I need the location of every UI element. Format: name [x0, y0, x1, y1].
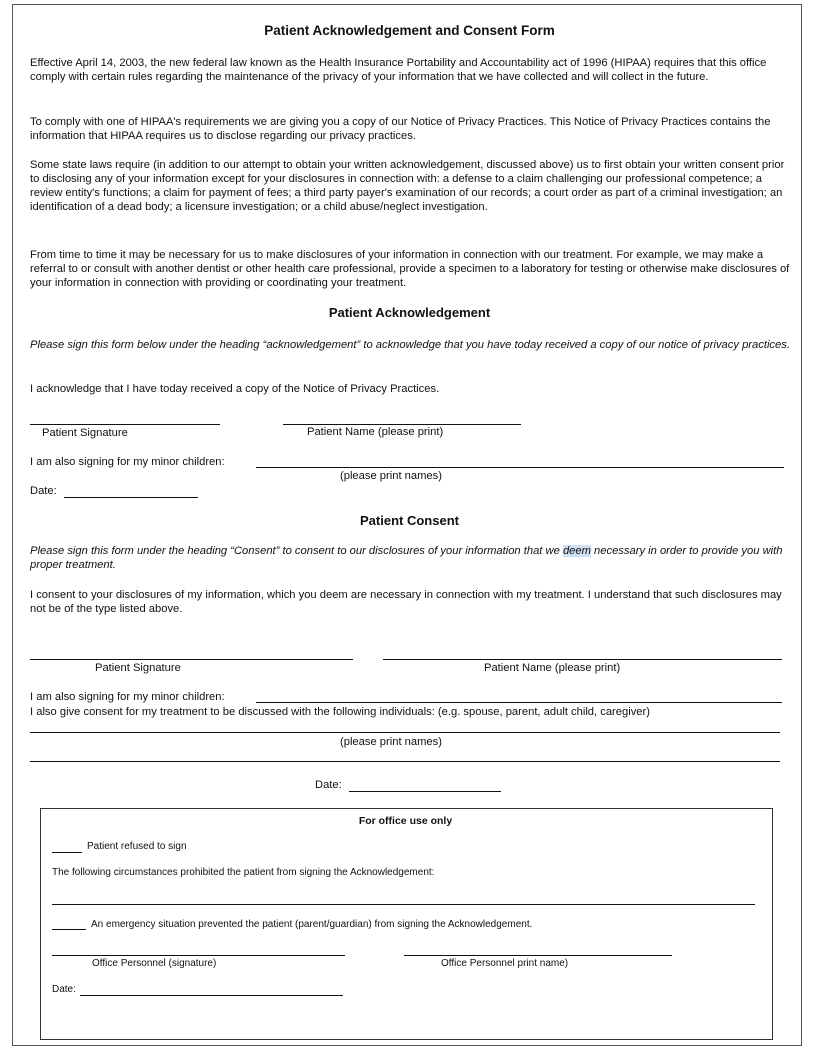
- personnel-name-label: Office Personnel print name): [441, 958, 569, 969]
- consent-minor-label: I am also signing for my minor children:: [30, 691, 225, 703]
- paragraph-state-laws: Some state laws require (in addition to our attempt to obtain your written acknowledgement, discussed above) us to first obtain your written consent prior to disclosing any of your information except for your disclosures in connection with: a defense to a claim challenging our professional competence; a review entity's functions; a claim for payment of fees; a third party payer's examination of our records; a court order as part of a criminal investigation; an identification of a dead body; a licensure investigation; or a child abuse/neglect investigation.: [30, 159, 785, 213]
- personnel-signature-label: Office Personnel (signature): [92, 958, 217, 969]
- consent-heading: Patient Consent: [360, 513, 459, 528]
- refused-check-line[interactable]: [52, 852, 82, 853]
- personnel-signature-line[interactable]: [52, 955, 345, 956]
- ack-date-line[interactable]: [64, 497, 198, 498]
- ack-date-label: Date:: [30, 485, 57, 497]
- refused-label: Patient refused to sign: [87, 841, 187, 852]
- emergency-check-line[interactable]: [52, 929, 86, 930]
- ack-name-label: Patient Name (please print): [307, 426, 444, 438]
- consent-instruction-before: Please sign this form under the heading “Consent” to consent to our disclosures of your information that we: [30, 545, 560, 557]
- emergency-label: An emergency situation prevented the patient (parent/guardian) from signing the Acknowledgement.: [91, 919, 533, 930]
- acknowledgement-statement: I acknowledge that I have today received a copy of the Notice of Privacy Practices.: [30, 383, 440, 395]
- consent-discuss-line-1[interactable]: [30, 732, 780, 733]
- ack-print-names-label: (please print names): [340, 470, 442, 482]
- form-title: Patient Acknowledgement and Consent Form: [264, 23, 555, 38]
- personnel-name-line[interactable]: [404, 955, 672, 956]
- consent-date-label: Date:: [315, 779, 342, 791]
- consent-date-line[interactable]: [349, 791, 501, 792]
- office-date-label: Date:: [52, 984, 76, 995]
- consent-signature-label: Patient Signature: [95, 662, 181, 674]
- office-use-heading: For office use only: [358, 815, 453, 827]
- circumstances-label: The following circumstances prohibited the patient from signing the Acknowledgement:: [52, 867, 435, 878]
- consent-name-label: Patient Name (please print): [484, 662, 621, 674]
- consent-discuss-label: I also give consent for my treatment to be discussed with the following individuals: (e.g. spouse, parent, adult child, caregiver): [30, 706, 650, 718]
- acknowledgement-instruction: Please sign this form below under the heading “acknowledgement” to acknowledge that you have today received a copy of our notice of privacy practices.: [30, 339, 790, 351]
- consent-signature-line[interactable]: [30, 659, 353, 660]
- ack-signature-line[interactable]: [30, 424, 220, 425]
- consent-statement: I consent to your disclosures of my information, which you deem are necessary in connection with my treatment. I understand that such disclosures may not be of the type listed above.: [30, 589, 782, 615]
- highlighted-word: deem: [562, 545, 591, 557]
- office-date-line[interactable]: [80, 995, 343, 996]
- circumstances-line[interactable]: [52, 904, 755, 905]
- consent-discuss-line-2[interactable]: [30, 761, 780, 762]
- paragraph-hipaa-intro: Effective April 14, 2003, the new federal law known as the Health Insurance Portability and Accountability act of 1996 (HIPAA) requires that this office comply with certain rules regarding the maintenance of the privacy of your information that we have collected and will collect in the future.: [30, 57, 767, 83]
- paragraph-disclosures: From time to time it may be necessary for us to make disclosures of your information in connection with our treatment. For example, we may make a referral to or consult with another dentist or other health care professional, provide a specimen to a laboratory for testing or otherwise make disclosures of your information in connection with providing or coordinating your treatment.: [30, 249, 790, 289]
- acknowledgement-heading: Patient Acknowledgement: [328, 305, 491, 320]
- consent-instruction: [30, 544, 792, 572]
- ack-signature-label: Patient Signature: [42, 427, 128, 439]
- ack-minor-line[interactable]: [256, 467, 784, 468]
- ack-minor-label: I am also signing for my minor children:: [30, 456, 225, 468]
- consent-name-line[interactable]: [383, 659, 782, 660]
- consent-minor-line[interactable]: [256, 702, 782, 703]
- consent-print-names-label: (please print names): [340, 736, 442, 748]
- paragraph-notice-copy: To comply with one of HIPAA's requirements we are giving you a copy of our Notice of Privacy Practices. This Notice of Privacy Practices contains the information that HIPAA requires us to disclose regarding our privacy practices.: [30, 116, 771, 142]
- ack-name-line[interactable]: [283, 424, 521, 425]
- consent-instruction-after: necessary in order to provide you with proper treatment.: [30, 545, 783, 571]
